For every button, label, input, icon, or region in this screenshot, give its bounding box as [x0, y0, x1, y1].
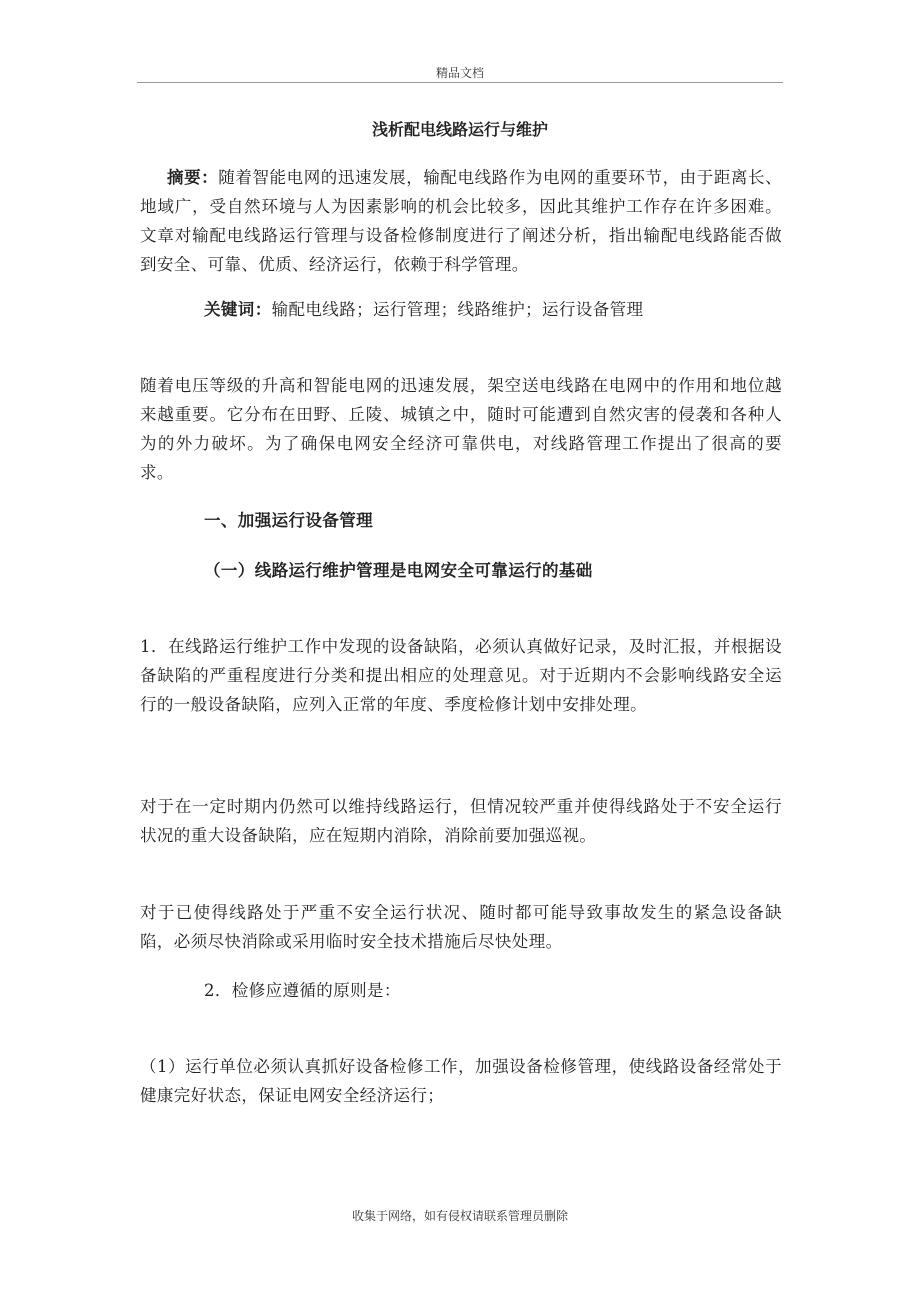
header-divider [137, 82, 783, 83]
keywords-text: 输配电线路；运行管理；线路维护；运行设备管理 [271, 300, 644, 319]
subsection-heading: （一）线路运行维护管理是电网安全可靠运行的基础 [204, 561, 593, 580]
section-heading: 一、加强运行设备管理 [204, 511, 373, 530]
sub-item-1-paragraph: （1）运行单位必须认真抓好设备检修工作，加强设备检修管理，使线路设备经常处于健康完好状态，保证电网安全经济运行； [140, 1057, 782, 1105]
abstract-text: 随着智能电网的迅速发展，输配电线路作为电网的重要环节，由于距离长、地域广，受自然环境与人为因素影响的机会比较多，因此其维护工作存在许多困难。文章对输配电线路运行管理与设备检修制度进行了阐述分析，指出输配电线路能否做到安全、可靠、优质、经济运行，依赖于科学管理。 [140, 168, 782, 274]
serious-defect-paragraph: 对于在一定时期内仍然可以维持线路运行，但情况较严重并使得线路处于不安全运行状况的重大设备缺陷，应在短期内消除，消除前要加强巡视。 [140, 797, 782, 845]
keywords-line [140, 295, 782, 324]
item-2-heading: 2．检修应遵循的原则是： [204, 981, 401, 1000]
abstract-paragraph [140, 163, 782, 279]
page-header: 精品文档 [435, 66, 484, 80]
keywords-label: 关键词： [204, 300, 272, 319]
document-title: 浅析配电线路运行与维护 [371, 120, 548, 139]
urgent-defect-paragraph: 对于已使得线路处于严重不安全运行状况、随时都可能导致事故发生的紧急设备缺陷，必须尽快消除或采用临时安全技术措施后尽快处理。 [140, 903, 782, 951]
item-1-paragraph: 1．在线路运行维护工作中发现的设备缺陷，必须认真做好记录，及时汇报，并根据设备缺陷的严重程度进行分类和提出相应的处理意见。对于近期内不会影响线路安全运行的一般设备缺陷，应列入正常的年度、季度检修计划中安排处理。 [140, 637, 782, 714]
abstract-label: 摘要： [167, 168, 219, 187]
intro-paragraph: 随着电压等级的升高和智能电网的迅速发展，架空送电线路在电网中的作用和地位越来越重要。它分布在田野、丘陵、城镇之中，随时可能遭到自然灾害的侵袭和各种人为的外力破坏。为了确保电网安全经济可靠供电，对线路管理工作提出了很高的要求。 [140, 376, 782, 482]
page-footer: 收集于网络，如有侵权请联系管理员删除 [351, 1209, 568, 1223]
